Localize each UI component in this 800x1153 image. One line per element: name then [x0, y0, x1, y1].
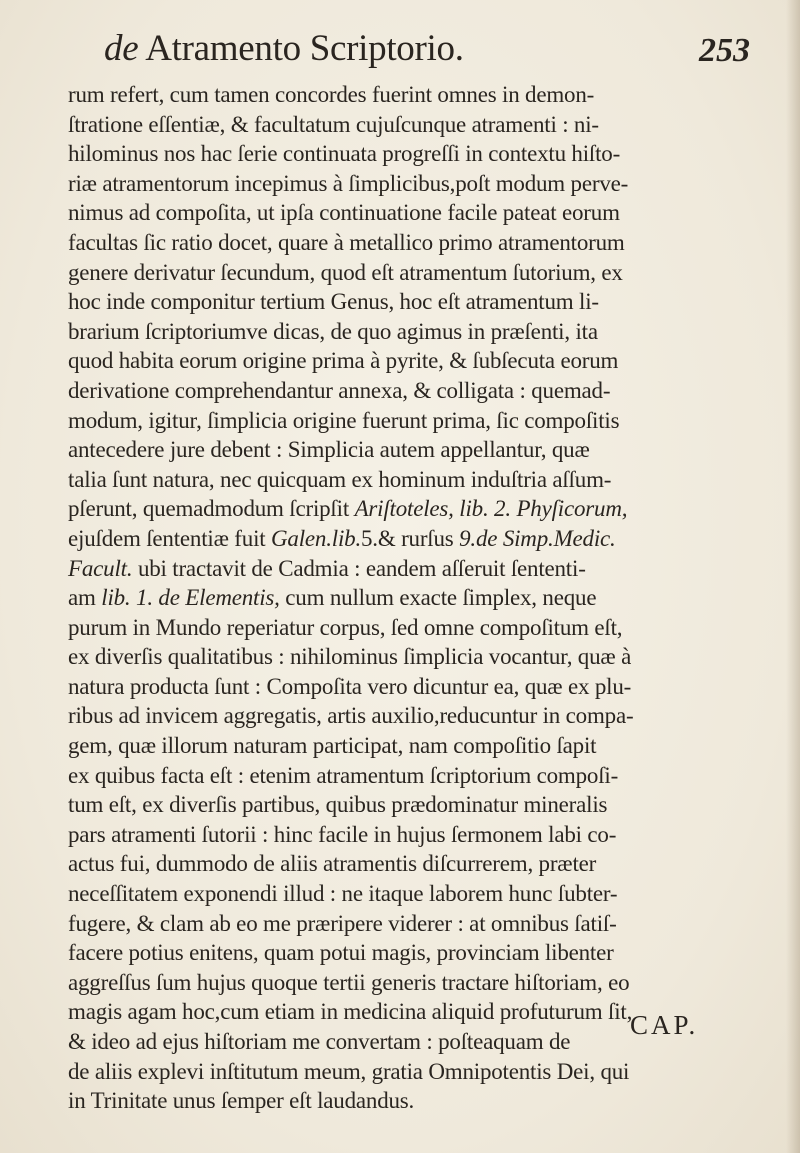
running-title	[104, 24, 464, 74]
text-line: facultas ſic ratio docet, quare à metallico primo atramentorum	[68, 229, 625, 255]
text-line: ejuſdem ſententiæ fuit Galen.lib.5.& rurſus 9.de Simp.Medic.	[68, 525, 616, 551]
text-line: & ideo ad ejus hiſtoriam me convertam : poſteaquam de	[68, 1029, 571, 1054]
text-line: actus fui, dummodo de aliis atramentis diſcurrerem, præter	[68, 851, 597, 877]
running-title-prefix: de	[104, 28, 139, 69]
catchword: CAP.	[630, 1010, 699, 1040]
text-line: rum refert, cum tamen concordes fuerint omnes in demon-	[68, 82, 595, 107]
text-line: quod habita eorum origine prima à pyrite, & ſubſecuta eorum	[68, 348, 619, 374]
text-line: gem, quæ illorum naturam participat, nam compoſitio ſapit	[68, 733, 597, 759]
body-text	[68, 80, 758, 1116]
text-line: nimus ad compoſita, ut ipſa continuatione facile pateat eorum	[68, 200, 620, 226]
text-line: aggreſſus ſum hujus quoque tertii generis tractare hiſtoriam, eo	[68, 969, 630, 995]
page-number: 253	[699, 32, 750, 69]
text-line: derivatione comprehendantur annexa, & colligata : quemad-	[68, 377, 611, 403]
text-line: ex quibus facta eſt : etenim atramentum ſcriptorium compoſi-	[68, 762, 619, 788]
text-line: genere derivatur ſecundum, quod eſt atramentum ſutorium, ex	[68, 259, 623, 285]
text-line: antecedere jure debent : Simplicia autem appellantur, quæ	[68, 437, 590, 463]
text-line: hoc inde componitur tertium Genus, hoc eſt atramentum li-	[68, 289, 599, 315]
running-header	[90, 24, 750, 76]
text-line: magis agam hoc,cum etiam in medicina aliquid profuturum ſit,	[68, 999, 633, 1025]
text-line: hilominus nos hac ſerie continuata progreſſi in contextu hiſto-	[68, 141, 621, 167]
text-line: am lib. 1. de Elementis, cum nullum exacte ſimplex, neque	[68, 585, 597, 611]
text-line: fugere, & clam ab eo me præripere viderer : at omnibus ſatiſ-	[68, 910, 617, 936]
text-line: ſtratione eſſentiæ, & facultatum cujuſcunque atramenti : ni-	[68, 111, 599, 137]
text-line: natura producta ſunt : Compoſita vero dicuntur ea, quæ ex plu-	[68, 673, 632, 699]
running-title-text: Atramento Scriptorio.	[145, 28, 464, 69]
text-line: facere potius enitens, quam potui magis, provinciam libenter	[68, 940, 614, 966]
text-line: talia ſunt natura, nec quicquam ex hominum induſtria aſſum-	[68, 466, 612, 492]
text-line: de aliis explevi inſtitutum meum, gratia Omnipotentis Dei, qui	[68, 1058, 630, 1084]
text-line: neceſſitatem exponendi illud : ne itaque laborem hunc ſubter-	[68, 881, 618, 907]
text-line: brarium ſcriptoriumve dicas, de quo agimus in præſenti, ita	[68, 318, 598, 344]
text-line: ex diverſis qualitatibus : nihilominus ſimplicia vocantur, quæ à	[68, 644, 632, 670]
text-line: modum, igitur, ſimplicia origine fuerunt prima, ſic compoſitis	[68, 407, 620, 433]
text-line: purum in Mundo reperiatur corpus, ſed omne compoſitum eſt,	[68, 614, 623, 640]
text-line: ribus ad invicem aggregatis, artis auxilio,reducuntur in compa-	[68, 703, 634, 729]
text-line: in Trinitate unus ſemper eſt laudandus.	[68, 1088, 415, 1114]
text-line: tum eſt, ex diverſis partibus, quibus prædominatur mineralis	[68, 792, 608, 818]
text-line: riæ atramentorum incepimus à ſimplicibus,poſt modum perve-	[68, 170, 629, 196]
text-line: Facult. ubi tractavit de Cadmia : eandem aſſeruit ſententi-	[68, 555, 586, 581]
page-edge-shadow	[786, 0, 800, 1153]
text-line: pars atramenti ſutorii : hinc facile in hujus ſermonem labi co-	[68, 821, 617, 847]
text-line: pſerunt, quemadmodum ſcripſit Ariſtoteles, lib. 2. Phyſicorum,	[68, 496, 628, 522]
